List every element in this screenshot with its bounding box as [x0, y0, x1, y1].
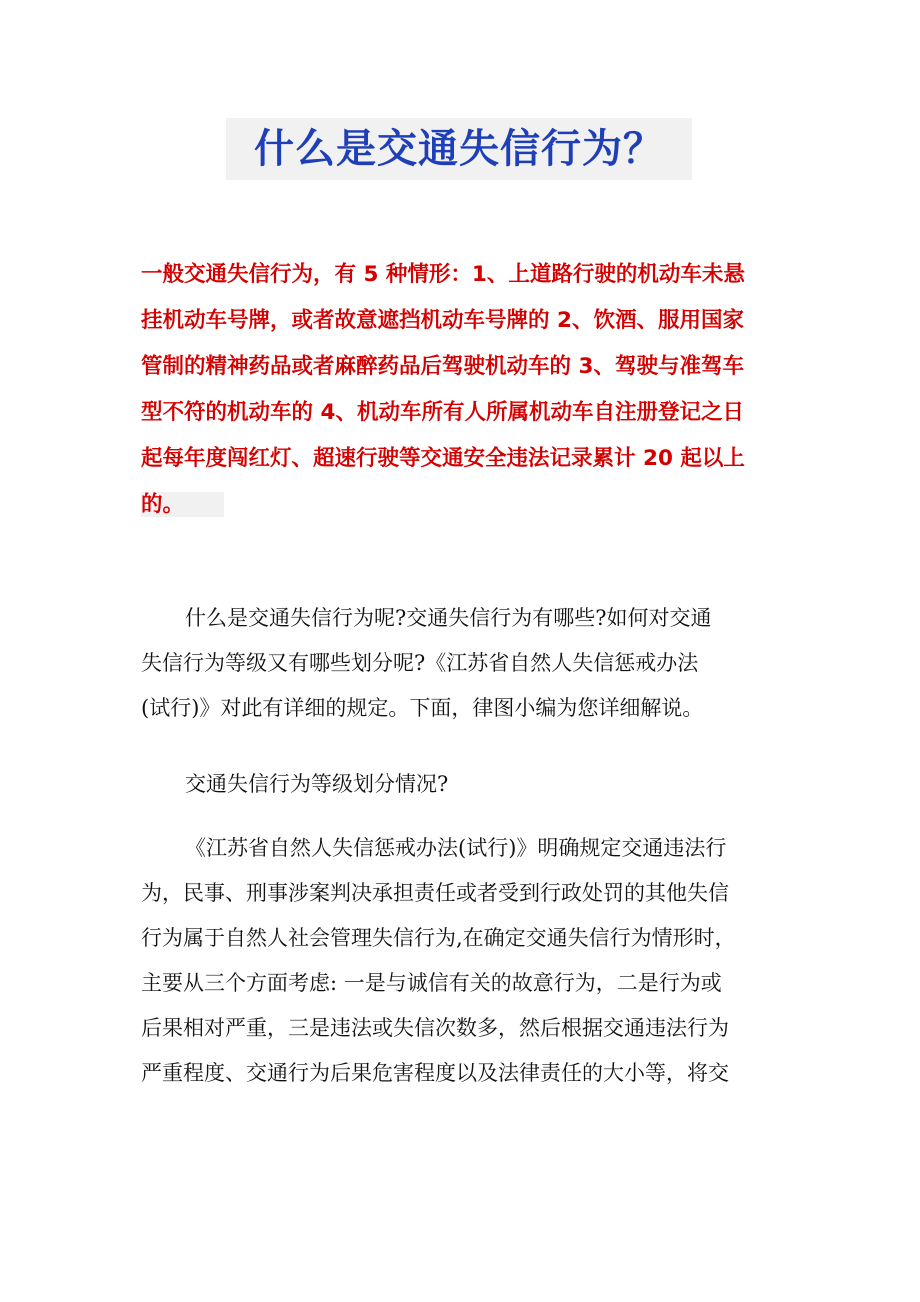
paragraph-line: 后果相对严重，三是违法或失信次数多，然后根据交通违法行为 [141, 1016, 729, 1040]
paragraph-line: 《江苏省自然人失信惩戒办法(试行)》明确规定交通违法行 [185, 836, 727, 860]
paragraph-line: 严重程度、交通行为后果危害程度以及法律责任的大小等，将交 [141, 1061, 729, 1085]
summary-line-last [141, 482, 781, 528]
summary-line: 起每年度闯红灯、超速行驶等交通安全违法记录累计 20 起以上 [141, 446, 745, 471]
paragraph-line: 主要从三个方面考虑: 一是与诚信有关的故意行为，二是行为或 [141, 971, 722, 995]
summary-paragraph [141, 252, 781, 528]
paragraph-line: 交通失信行为等级划分情况? [185, 772, 449, 796]
paragraph-line: 为，民事、刑事涉案判决承担责任或者受到行政处罚的其他失信 [141, 881, 729, 905]
summary-last-text: 的。 [141, 492, 224, 517]
summary-line: 一般交通失信行为，有 5 种情形：1、上道路行驶的机动车未悬 [141, 262, 745, 287]
section-question [141, 762, 781, 807]
summary-line: 管制的精神药品或者麻醉药品后驾驶机动车的 3、驾驶与准驾车 [141, 354, 744, 379]
paragraph-line: 失信行为等级又有哪些划分呢?《江苏省自然人失信惩戒办法 [141, 651, 699, 675]
regulation-paragraph [141, 826, 781, 1096]
paragraph-line: 行为属于自然人社会管理失信行为,在确定交通失信行为情形时， [141, 926, 736, 950]
summary-line: 型不符的机动车的 4、机动车所有人所属机动车自注册登记之日 [141, 400, 744, 425]
intro-paragraph [141, 596, 781, 731]
paragraph-line: (试行)》对此有详细的规定。下面，律图小编为您详细解说。 [141, 696, 704, 720]
summary-line: 挂机动车号牌，或者故意遮挡机动车号牌的 2、饮酒、服用国家 [141, 308, 744, 333]
page-title: 什么是交通失信行为？ [254, 126, 664, 172]
paragraph-line: 什么是交通失信行为呢?交通失信行为有哪些?如何对交通 [185, 606, 712, 630]
title-highlight [226, 118, 692, 180]
